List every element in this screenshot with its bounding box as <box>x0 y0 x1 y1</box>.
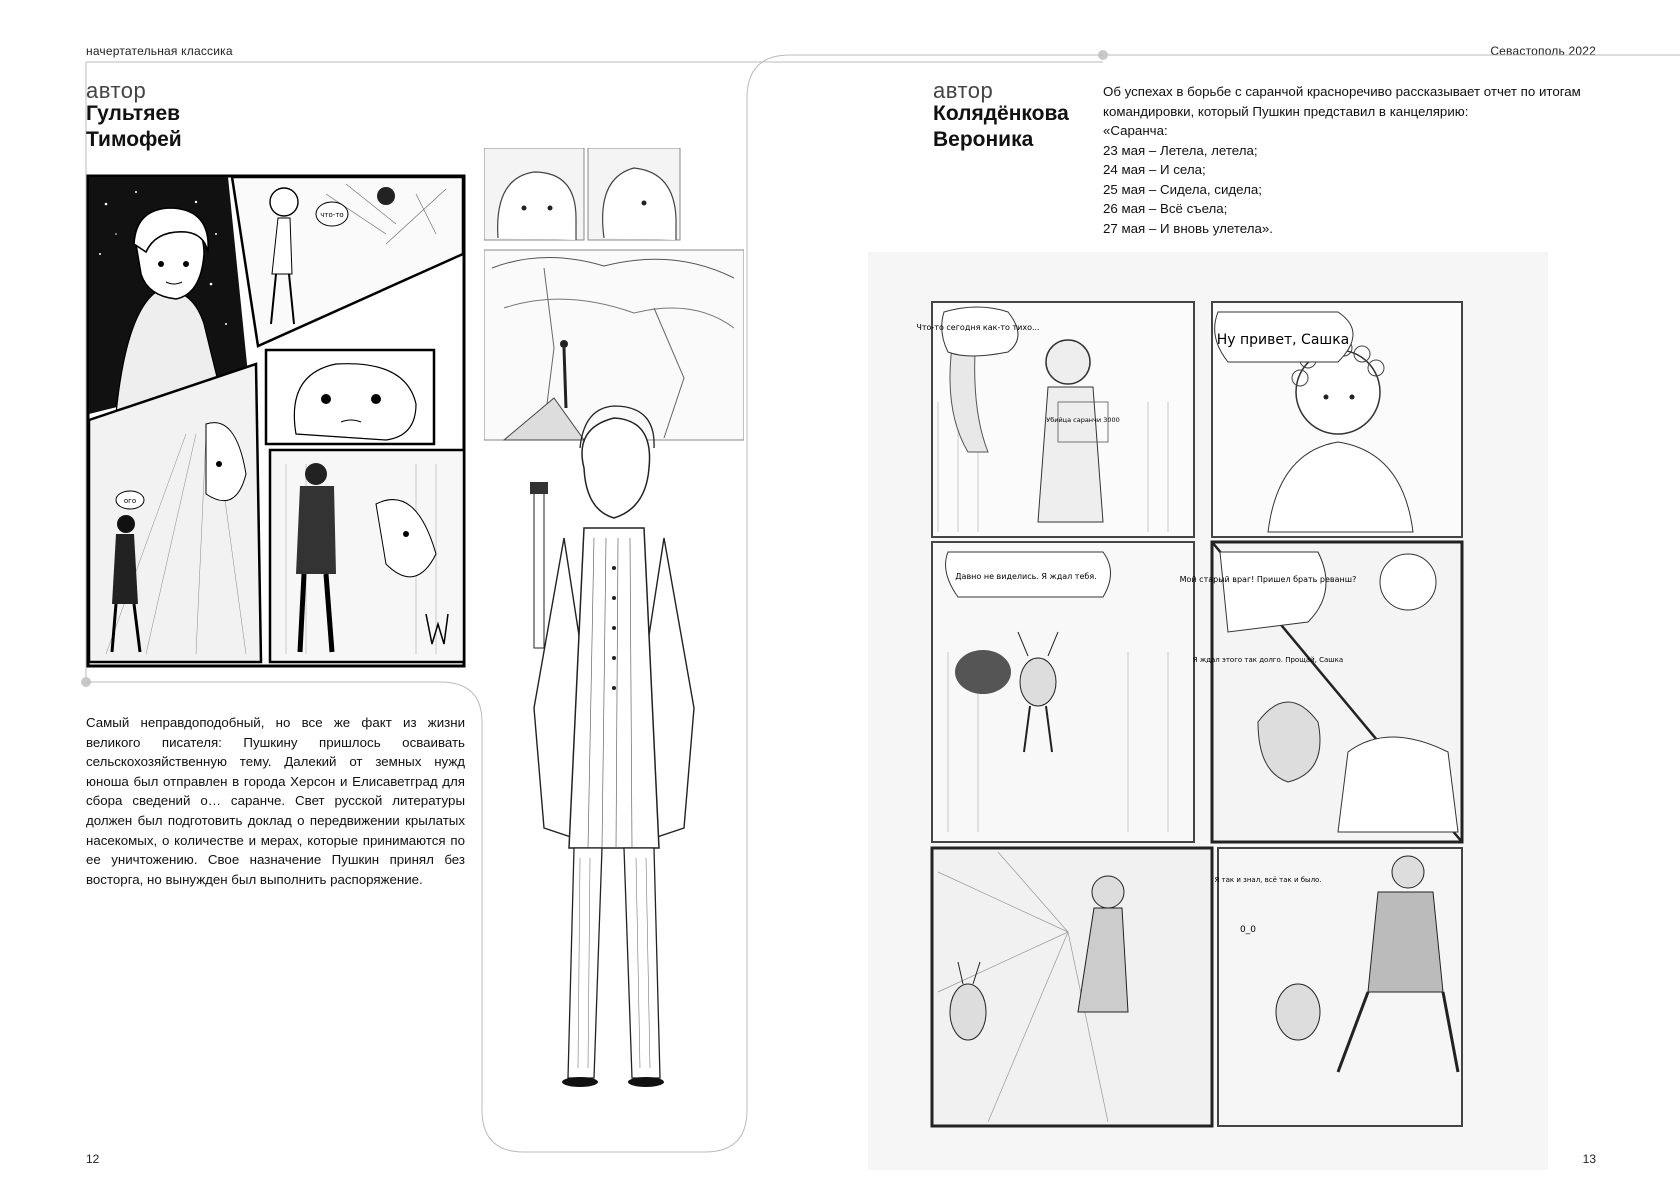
right-intro-paragraph: Об успехах в борьбе с саранчой красноречиво рассказывает отчет по итогам командировки, который Пушкин представил в канцелярию: <box>1103 84 1581 119</box>
right-author-caption: автор <box>933 78 994 103</box>
bubble-text-3: Убийца саранчи 3000 <box>1046 416 1120 424</box>
report-line: 24 мая – И села; <box>1103 162 1206 178</box>
bubble-text-left-2: ого <box>123 497 137 505</box>
bubble-text-5: Мой старый враг! Пришел брать реванш? <box>1179 575 1357 584</box>
left-author-name <box>86 101 182 153</box>
report-line: 23 мая – Летела, летела; <box>1103 142 1258 158</box>
report-line: «Саранча: <box>1103 123 1168 138</box>
bubble-text-left-1: что-то <box>320 211 344 219</box>
report-line: 27 мая – И вновь улетела». <box>1103 220 1273 236</box>
left-author-firstname: Тимофей <box>86 128 182 151</box>
bubble-text-4: Давно не виделись. Я ждал тебя. <box>955 572 1097 581</box>
bubble-text-2: Ну привет, Сашка <box>1216 332 1350 348</box>
left-comic-illustration <box>86 174 466 668</box>
right-author-firstname: Вероника <box>933 128 1034 151</box>
left-author-surname: Гультяев <box>86 102 181 125</box>
right-author-name <box>933 101 1069 153</box>
left-article-paragraph: Самый неправдоподобный, но все же факт из жизни великого писателя: Пушкину пришлось осваивать сельскохозяйственную тему. Далекий от земных нужд юноша был отправлен в города Херсон и Елисаветград для сбора сведений о… саранче. Свет русской литературы должен был подготовить доклад о передвижении крылатых насекомых, о количестве и мерах, которые принимаются по ее уничтожению. Свое назначение Пушкин принял без восторга, но вынужден был выполнить распоряжение. <box>86 715 465 887</box>
locust-report-verse <box>1103 121 1273 239</box>
page-number-left: 12 <box>86 1152 100 1166</box>
right-author-surname: Колядёнкова <box>933 102 1069 125</box>
pencil-comic-page <box>868 252 1548 1170</box>
page-number-right: 13 <box>1582 1152 1596 1166</box>
bubble-text-7: Я так и знал, всё так и было. <box>1214 876 1322 884</box>
pushkin-sketch-column <box>484 148 744 1106</box>
running-header-left: начертательная классика <box>86 44 233 58</box>
report-line: 25 мая – Сидела, сидела; <box>1103 181 1262 197</box>
bubble-text-8: 0_0 <box>1240 925 1256 935</box>
bubble-text-1: Что-то сегодня как-то тихо... <box>916 323 1040 332</box>
report-line: 26 мая – Всё съела; <box>1103 201 1228 217</box>
left-author-caption: автор <box>86 78 147 103</box>
running-header-right: Севастополь 2022 <box>1490 44 1596 58</box>
bubble-5 <box>1220 552 1326 632</box>
bubble-text-6: Я ждал этого так долго. Прощай, Сашка <box>1192 656 1344 664</box>
